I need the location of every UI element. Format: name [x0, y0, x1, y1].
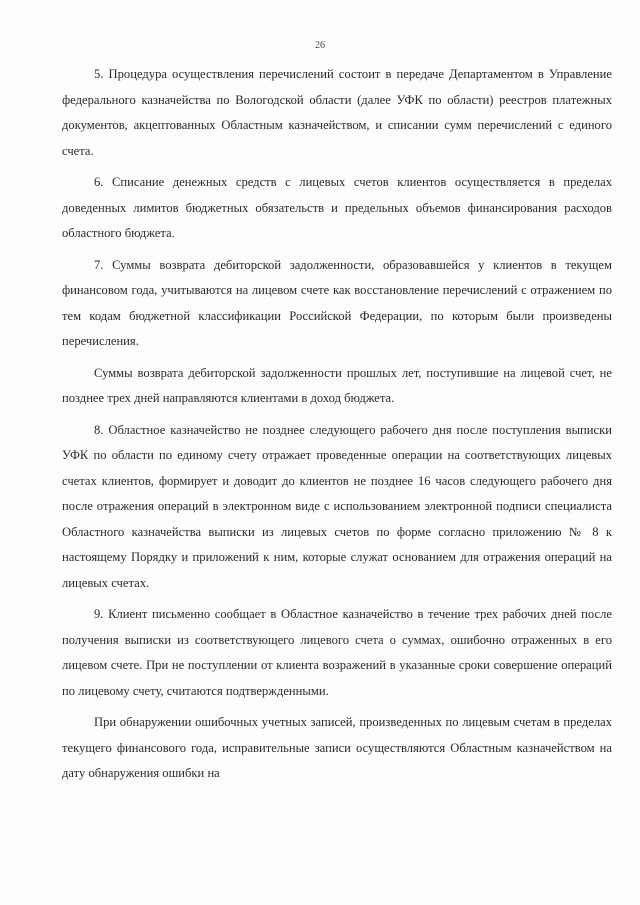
- paragraph-7: 7. Суммы возврата дебиторской задолженности, образовавшейся у клиентов в текущем финансовом года, учитываются на лицевом счете как восстановление перечислений с отражением по тем кодам бюджетной классификации Российской Федерации, по которым были произведены перечисления.: [62, 257, 612, 348]
- paragraph-5: 5. Процедура осуществления перечислений состоит в передаче Департаментом в Управление федерального казначейства по Вологодской области (далее УФК по области) реестров платежных документов, акцептованных Областным казначейством, и списании сумм перечислений с единого счета.: [62, 67, 612, 158]
- document-body: [62, 62, 612, 789]
- page-number: 26: [315, 40, 325, 51]
- paragraph-7-continuation: Суммы возврата дебиторской задолженности прошлых лет, поступившие на лицевой счет, не позднее трех дней направляются клиентами в доход бюджета.: [62, 365, 612, 405]
- paragraph-8: 8. Областное казначейство не позднее следующего рабочего дня после поступления выписки УФК по области по единому счету отражает проведенные операции на соответствующих лицевых счетах клиентов, формирует и доводит до клиентов не позднее 16 часов следующего рабочего дня после отражения операций в электронном виде с использованием электронной подписи специалиста Областного казначейства выписки из лицевых счетов по форме согласно приложению № 8 к настоящему Порядку и приложений к ним, которые служат основанием для отражения операций на лицевых счетах.: [62, 422, 612, 590]
- paragraph-9-continuation: При обнаружении ошибочных учетных записей, произведенных по лицевым счетам в пределах текущего финансового года, исправительные записи осуществляются Областным казначейством на дату обнаружения ошибки на: [62, 715, 612, 780]
- paragraph-6: 6. Списание денежных средств с лицевых счетов клиентов осуществляется в пределах доведенных лимитов бюджетных обязательств и предельных объемов финансирования расходов областного бюджета.: [62, 175, 612, 240]
- paragraph-9: 9. Клиент письменно сообщает в Областное казначейство в течение трех рабочих дней после получения выписки из соответствующего лицевого счета о суммах, ошибочно отраженных в его лицевом счете. При не поступлении от клиента возражений в указанные сроки совершение операций по лицевому счету, считаются подтвержденными.: [62, 607, 612, 698]
